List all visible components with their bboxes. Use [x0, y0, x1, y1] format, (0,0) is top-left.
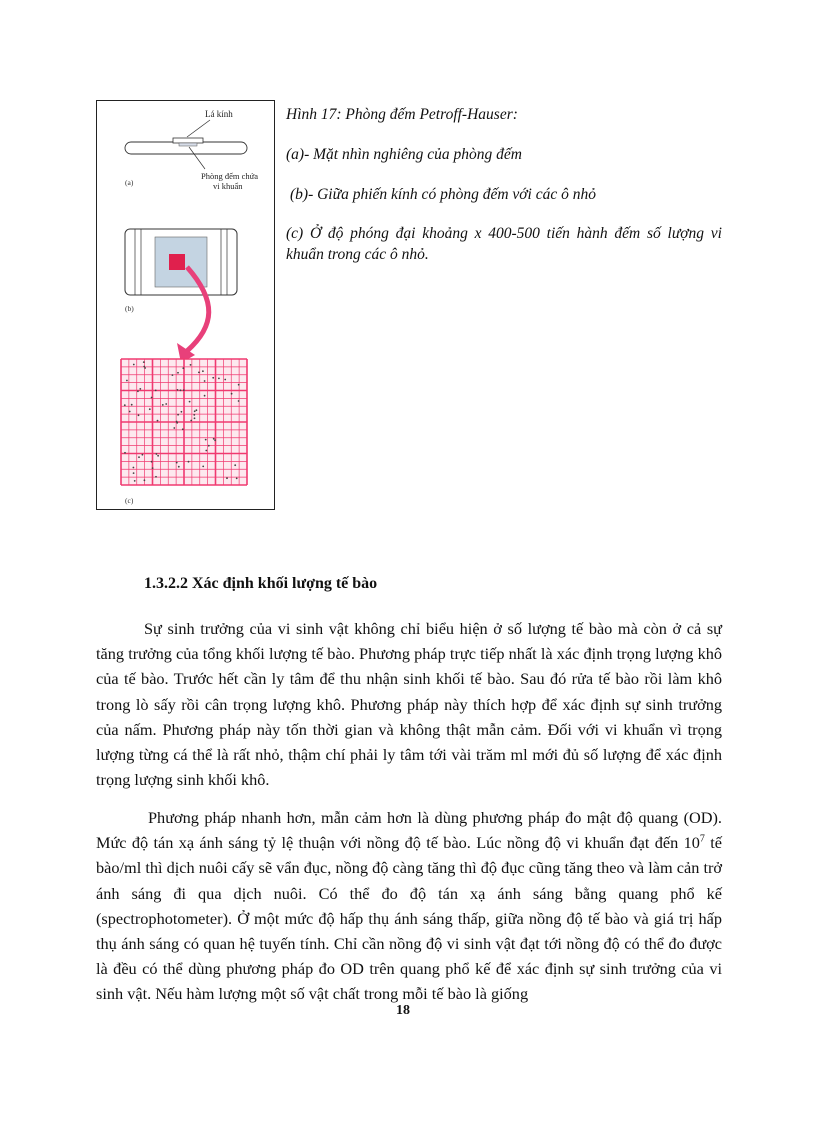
bacterial-cell: [188, 461, 190, 463]
bacterial-cell: [172, 374, 174, 376]
bacterial-cell: [176, 462, 178, 464]
bacterial-cell: [162, 404, 164, 406]
bacterial-cell: [151, 461, 153, 463]
caption-item-a: (a)- Mặt nhìn nghiêng của phòng đếm: [286, 146, 522, 163]
paragraph-1: Sự sinh trưởng của vi sinh vật không chỉ biểu hiện ở số lượng tế bào mà còn ở cả sự tăng trưởng của tổng khối lượng tế bào. Phương pháp trực tiếp nhất là xác định trọng lượng khô của tế bào. Trước hết cần ly tâm để thu nhận sinh khối tế bào. Sau đó rửa tế bào rồi làm khô trong lò sấy rồi cân trọng lượng khô. Phương pháp này thích hợp để xác định sự sinh trưởng của nấm. Phương pháp này tốn thời gian và không thật mẫn cảm. Đối với vi khuẩn vì trọng lượng từng cá thể là rất nhỏ, thậm chí phải ly tâm tới vài trăm ml mới đủ số lượng để xác định trọng lượng sinh khối khô.: [96, 619, 722, 790]
bacterial-cell: [143, 361, 145, 363]
figure-caption: [286, 104, 722, 265]
superscript-exponent: 7: [699, 833, 705, 845]
bacterial-cell: [193, 414, 195, 416]
bacterial-cell: [157, 420, 159, 422]
bacterial-cell: [134, 480, 136, 482]
figure-illustration: [97, 101, 273, 509]
bacterial-cell: [214, 439, 216, 441]
bacterial-cell: [137, 390, 139, 392]
bacterial-cell: [152, 467, 154, 469]
bacterial-cell: [129, 411, 131, 413]
bacterial-cell: [155, 476, 157, 478]
bacterial-cell: [213, 438, 215, 440]
pointer-line-slide: [187, 120, 210, 137]
bacterial-cell: [177, 372, 179, 374]
counted-area-highlight: [169, 254, 185, 270]
bacterial-cell: [226, 477, 228, 479]
bacterial-cell: [190, 420, 192, 422]
bacterial-cell: [205, 450, 207, 452]
bacterial-cell: [182, 367, 184, 369]
caption-item-c: (c) Ở độ phóng đại khoảng x 400-500 tiến hành đếm số lượng vi khuẩn trong các ô nhỏ.: [286, 225, 722, 263]
figure-petroff-hauser: [96, 100, 275, 510]
paragraph-2-part-2: tế bào/ml thì dịch nuôi cấy sẽ vẩn đục, nồng độ càng tăng thì độ đục cũng tăng theo và làm cản trở ánh sáng đi qua dịch nuôi. Có thể đo độ tán xạ ánh sáng bằng quang phổ kế (spectrophotometer). Ở một mức độ hấp thụ ánh sáng thấp, giữa nồng độ tế bào và giá trị hấp thụ ánh sáng có quan hệ tuyến tính. Chỉ cần nồng độ vi sinh vật đạt tới nồng độ có thể đo được là đều có thể dùng phương pháp đo OD trên quang phổ kế để xác định sự sinh trưởng của vi sinh vật. Nếu hàm lượng một số vật chất trong mỗi tế bào là giống: [96, 833, 722, 1004]
bacterial-cell: [202, 466, 204, 468]
bacterial-cell: [178, 466, 180, 468]
bacterial-cell: [149, 408, 151, 410]
bacterial-cell: [176, 421, 178, 423]
bacterial-cell: [180, 389, 182, 391]
bacterial-cell: [198, 372, 200, 374]
bacterial-cell: [190, 364, 192, 366]
bacterial-cell: [133, 364, 135, 366]
bacterial-cell: [194, 417, 196, 419]
bacterial-cell: [183, 389, 185, 391]
label-slide: Lá kính: [205, 109, 233, 119]
bacterial-cell: [138, 414, 140, 416]
label-chamber-2: vi khuẩn: [213, 181, 243, 191]
bacterial-cell: [238, 400, 240, 402]
panel-b-label: (b): [125, 304, 134, 313]
bacterial-cell: [139, 388, 141, 390]
bacterial-cell: [133, 467, 135, 469]
bacterial-cell: [124, 452, 126, 454]
bacterial-cell: [142, 454, 144, 456]
bacterial-cell: [144, 367, 146, 369]
bacterial-cell: [236, 478, 238, 480]
bacterial-cell: [177, 414, 179, 416]
caption-title: Hình 17: Phòng đếm Petroff-Hauser:: [286, 106, 518, 123]
bacterial-cell: [218, 378, 220, 380]
bacterial-cell: [181, 411, 183, 413]
label-chamber-1: Phòng đếm chứa: [201, 171, 259, 181]
bacterial-cell: [204, 380, 206, 382]
bacterial-cell: [205, 439, 207, 441]
page-number: 18: [396, 1003, 410, 1018]
bacterial-cell: [144, 479, 146, 481]
bacterial-cell: [212, 377, 214, 379]
bacterial-cell: [182, 428, 184, 430]
bacterial-cell: [231, 393, 233, 395]
bacterial-cell: [196, 409, 198, 411]
panel-a-label: (a): [125, 178, 134, 187]
bacterial-cell: [138, 456, 140, 458]
bacterial-cell: [126, 380, 128, 382]
bacterial-cell: [156, 453, 158, 455]
bacterial-cell: [202, 370, 204, 372]
bacterial-cell: [173, 427, 175, 429]
chamber-side-view: [179, 143, 197, 146]
bacterial-cell: [234, 464, 236, 466]
bacterial-cell: [177, 389, 179, 391]
bacterial-cell: [194, 410, 196, 412]
bacterial-cell: [189, 401, 191, 403]
bacterial-cell: [204, 395, 206, 397]
bacterial-cell: [208, 445, 210, 447]
bacterial-cell: [238, 384, 240, 386]
section-heading: 1.3.2.2 Xác định khối lượng tế bào: [144, 575, 378, 592]
panel-c-label: (c): [125, 496, 134, 505]
paragraph-2-part-1: Phương pháp nhanh hơn, mẫn cảm hơn là dùng phương pháp đo mật độ quang (OD). Mức độ tán xạ ánh sáng tỷ lệ thuận với nồng độ tế bào. Lúc nồng độ vi khuẩn đạt đến 10: [96, 808, 722, 853]
bacterial-cell: [143, 366, 145, 368]
coverslip-side-view: [173, 138, 203, 143]
bacterial-cell: [133, 472, 135, 474]
bacterial-cell: [151, 397, 153, 399]
bacterial-cell: [124, 404, 126, 406]
counting-grid: [121, 359, 247, 485]
bacterial-cell: [155, 390, 157, 392]
caption-item-b: (b)- Giữa phiến kính có phòng đếm với các ô nhỏ: [290, 186, 596, 203]
bacterial-cell: [165, 403, 167, 405]
bacterial-cell: [224, 379, 226, 381]
bacterial-cell: [157, 455, 159, 457]
paragraph-2: [96, 805, 722, 1007]
bacterial-cell: [131, 404, 133, 406]
